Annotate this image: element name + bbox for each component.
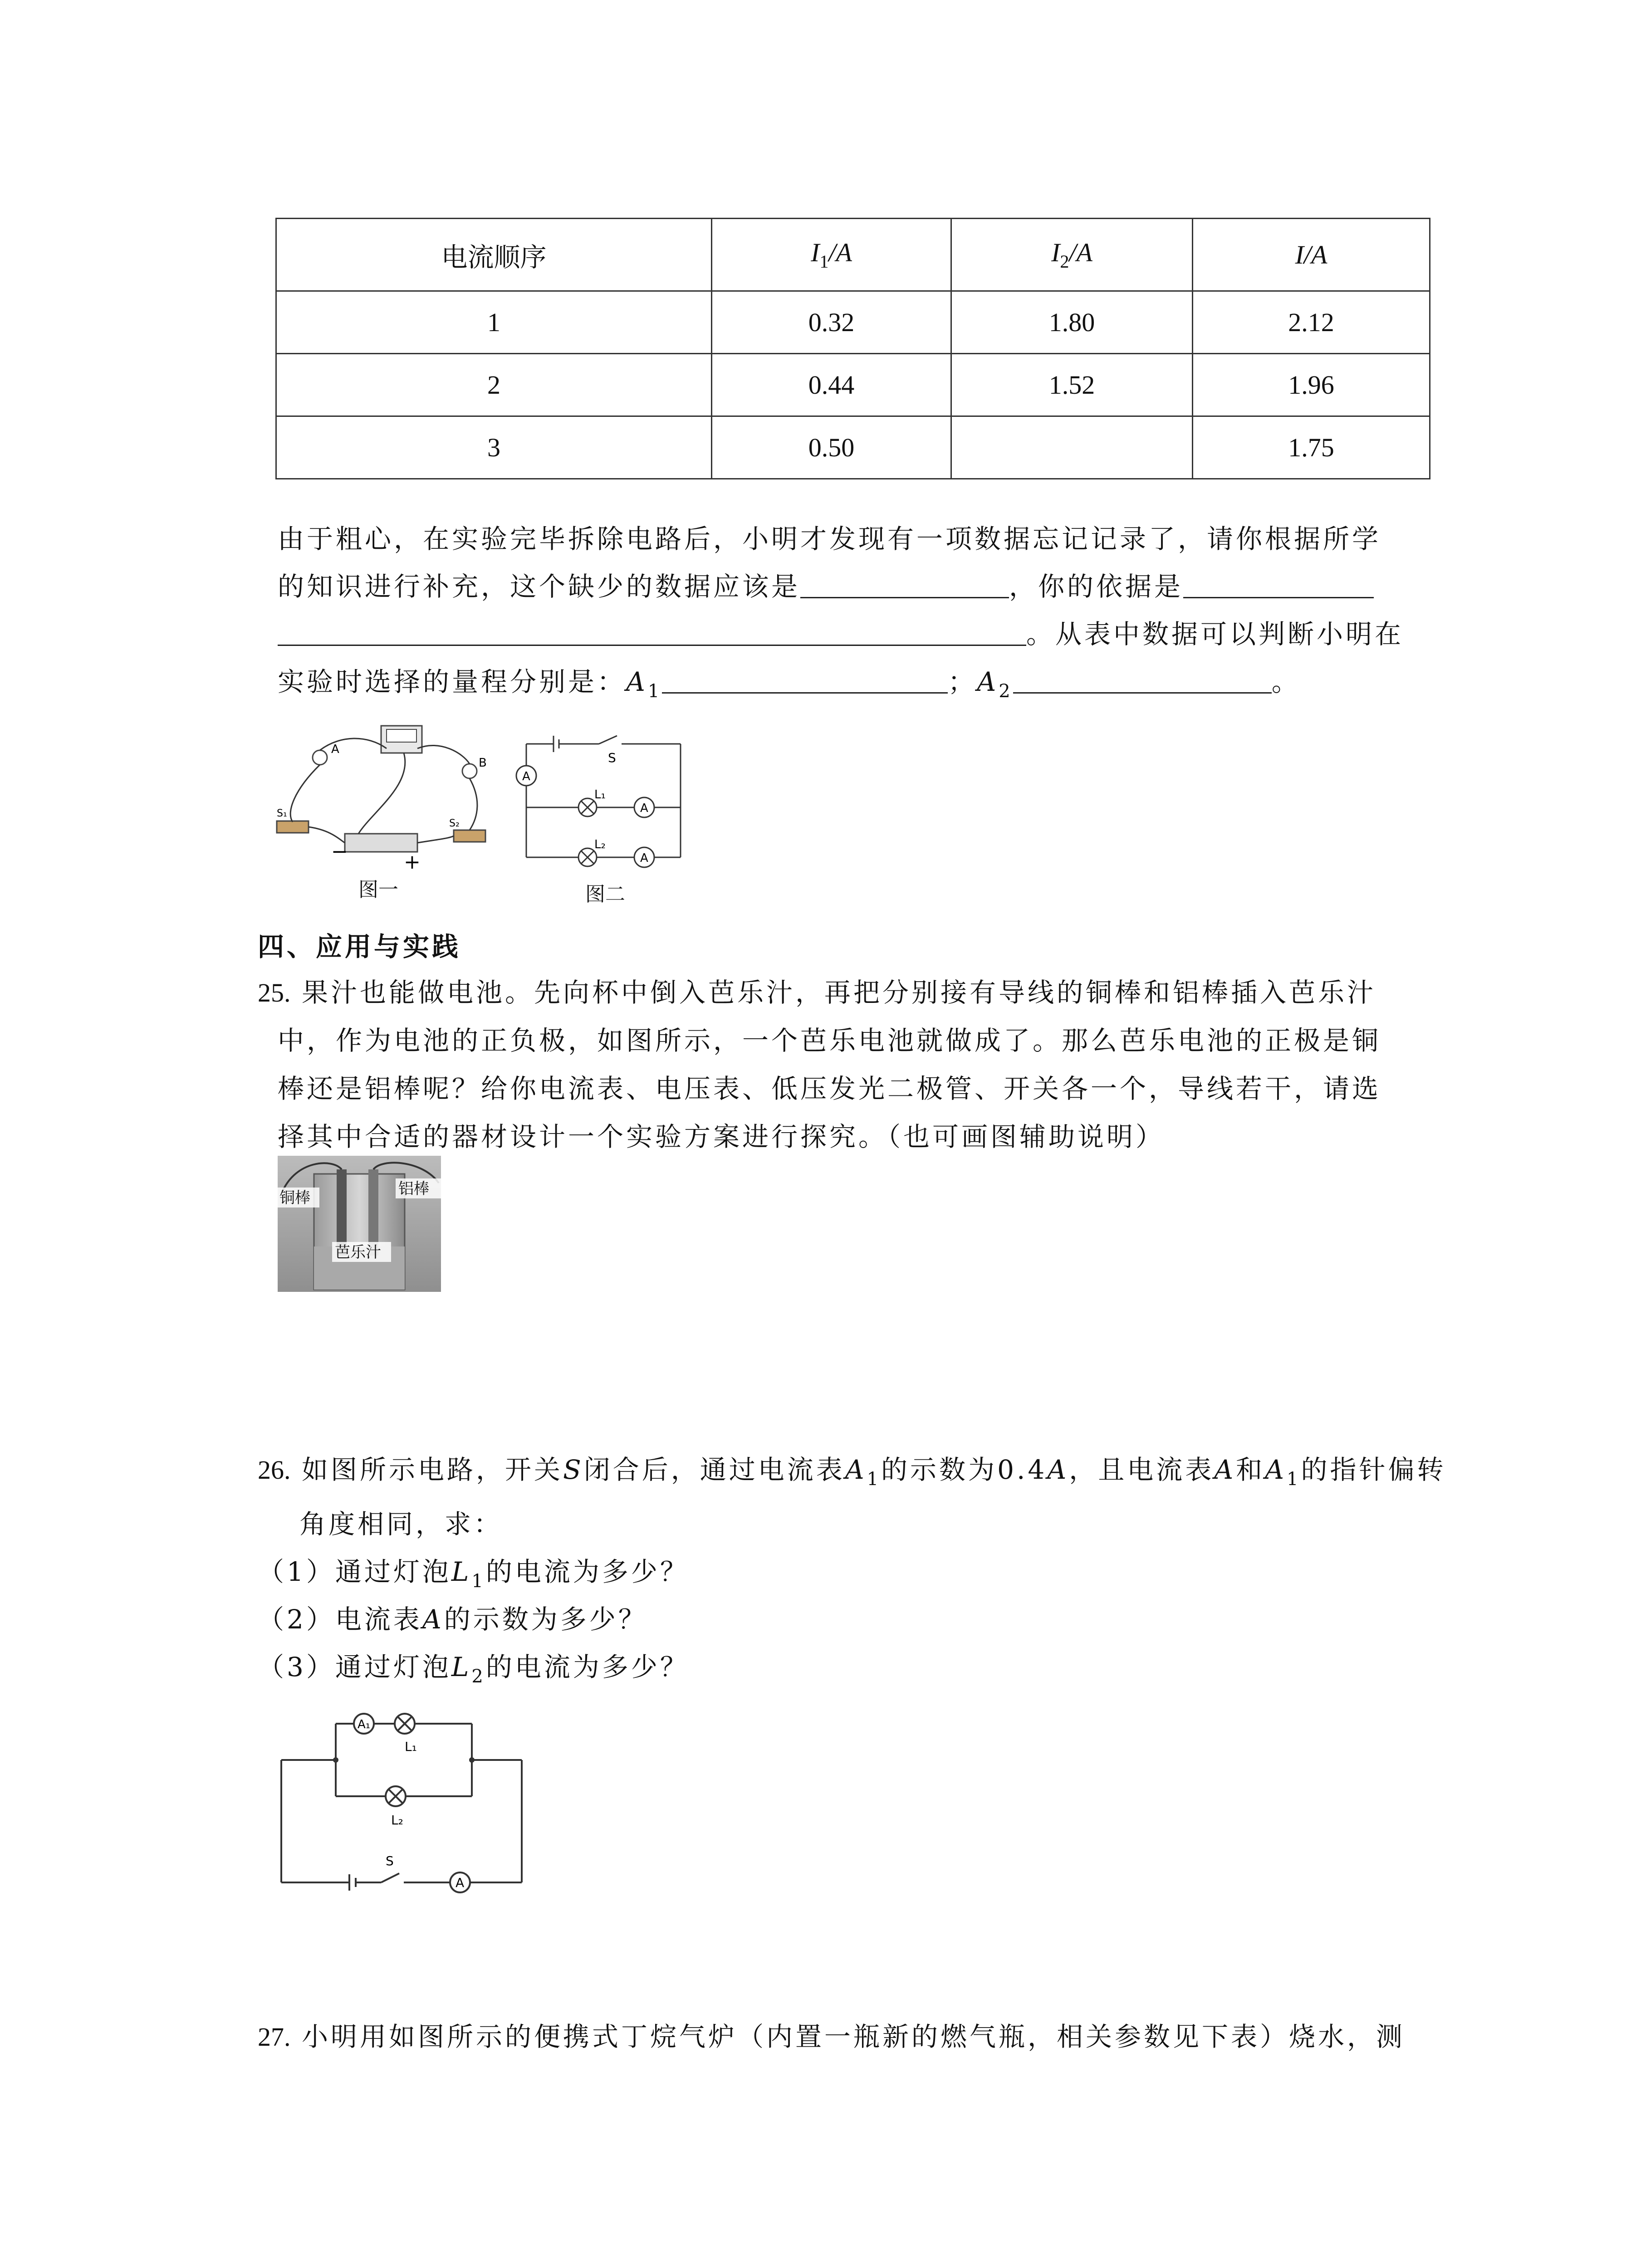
fruit-battery-photo: [278, 1156, 441, 1292]
bulb-a-icon: [313, 750, 327, 765]
q26-sub-question-2: （2）电流表A的示数为多少？: [258, 1604, 647, 1635]
table-row: [276, 291, 1430, 354]
q25-line-3: 棒还是铝棒呢？给你电流表、电压表、低压发光二极管、开关各一个，导线若干，请选: [278, 1073, 1381, 1104]
fig1-label-b: B: [479, 756, 487, 770]
q26-line-1: 26. 如图所示电路，开关S闭合后，通过电流表$A_1$的示数为0.4A，且电流表A和$A_1$的指针偏转: [258, 1454, 1446, 1490]
q26-label-a1: A₁: [358, 1718, 371, 1731]
q26-label-l2: L₂: [391, 1813, 403, 1828]
table-row: [276, 416, 1430, 479]
fig2-label-l1: L₁: [594, 788, 606, 802]
figure-one-diagram: [268, 721, 513, 885]
table-cell: 1: [276, 291, 712, 354]
q26-sub-question-3: （3）通过灯泡$L_2$的电流为多少？: [258, 1652, 689, 1687]
switch-s1-icon: [277, 821, 309, 833]
table-header-row: [276, 219, 1430, 291]
fig2-label-a-main: A: [522, 770, 530, 783]
answer-blank-range-a1[interactable]: [662, 664, 948, 694]
fig1-label-minus: −: [331, 840, 348, 863]
header-i2: $I_2/A$: [951, 219, 1193, 291]
answer-blank-reason-cont[interactable]: [278, 616, 1026, 646]
photo-label-copper: 铜棒: [279, 1189, 310, 1207]
answer-blank-reason[interactable]: [1183, 569, 1374, 598]
q26-line-2: 角度相同，求：: [299, 1509, 503, 1540]
q24-line-1: 由于粗心，在实验完毕拆除电路后，小明才发现有一项数据忘记记录了，请你根据所学: [278, 523, 1381, 554]
table-cell: 3: [276, 416, 712, 479]
q27-line-1: 27. 小明用如图所示的便携式丁烷气炉（内置一瓶新的燃气瓶，相关参数见下表）烧水，测: [258, 2021, 1405, 2052]
q25-line-2: 中，作为电池的正负极，如图所示，一个芭乐电池就做成了。那么芭乐电池的正极是铜: [278, 1025, 1381, 1056]
photo-label-aluminum: 铝棒: [398, 1180, 429, 1198]
battery-icon: [345, 834, 417, 852]
fig2-label-a2: A: [640, 851, 648, 865]
q25-line-4: 择其中合适的器材设计一个实验方案进行探究。（也可画图辅助说明）: [278, 1121, 1165, 1152]
fig1-label-plus: +: [404, 850, 421, 874]
header-i1: $I_1/A$: [712, 219, 951, 291]
table-cell: 1.52: [951, 354, 1193, 416]
header-order: 电流顺序: [276, 219, 712, 291]
table-cell: 2: [276, 354, 712, 416]
q26-sub-question-1: （1）通过灯泡$L_1$的电流为多少？: [258, 1556, 689, 1592]
q26-label-s: S: [386, 1853, 394, 1868]
table-cell: 1.75: [1193, 416, 1430, 479]
bulb-b-icon: [462, 764, 477, 778]
fig1-label-s1: S₁: [277, 808, 287, 819]
section-heading: 四、应用与实践: [258, 931, 461, 962]
switch-s2-icon: [454, 830, 485, 842]
fig2-label-l2: L₂: [594, 838, 606, 851]
table-cell: 1.80: [951, 291, 1193, 354]
q24-line-4: 实验时选择的量程分别是：$A_1$ ；$A_2$ 。: [278, 664, 1301, 709]
fig1-label-s2: S₂: [449, 818, 460, 829]
figure-two-diagram: [508, 726, 690, 875]
figure-two-caption: 图二: [585, 883, 625, 906]
table-cell: 0.50: [712, 416, 951, 479]
answer-blank-range-a2[interactable]: [1013, 664, 1272, 694]
current-table: [275, 218, 1430, 479]
figure-one-caption: 图一: [358, 878, 398, 901]
table-cell: 2.12: [1193, 291, 1430, 354]
q26-label-l1: L₁: [405, 1739, 417, 1754]
table-cell: 0.44: [712, 354, 951, 416]
table-row: [276, 354, 1430, 416]
fig2-label-a1: A: [640, 802, 648, 815]
missing-value-cell: [951, 416, 1193, 479]
q24-line-2: 的知识进行补充，这个缺少的数据应该是 ，你的依据是: [278, 568, 1374, 605]
fig2-label-s: S: [608, 750, 616, 765]
table-cell: 0.32: [712, 291, 951, 354]
q26-circuit-diagram: [272, 1696, 544, 1905]
fig1-label-a: A: [331, 743, 339, 756]
q25-line-1: 25. 果汁也能做电池。先向杯中倒入芭乐汁，再把分别接有导线的铜棒和铝棒插入芭乐汁: [258, 977, 1376, 1008]
q24-line-3: 。从表中数据可以判断小明在: [278, 616, 1404, 652]
answer-blank-missing-value[interactable]: [800, 569, 1009, 598]
table-cell: 1.96: [1193, 354, 1430, 416]
header-i: I/A: [1193, 219, 1430, 291]
q26-label-a: A: [456, 1875, 465, 1890]
photo-label-juice: 芭乐汁: [335, 1243, 381, 1261]
